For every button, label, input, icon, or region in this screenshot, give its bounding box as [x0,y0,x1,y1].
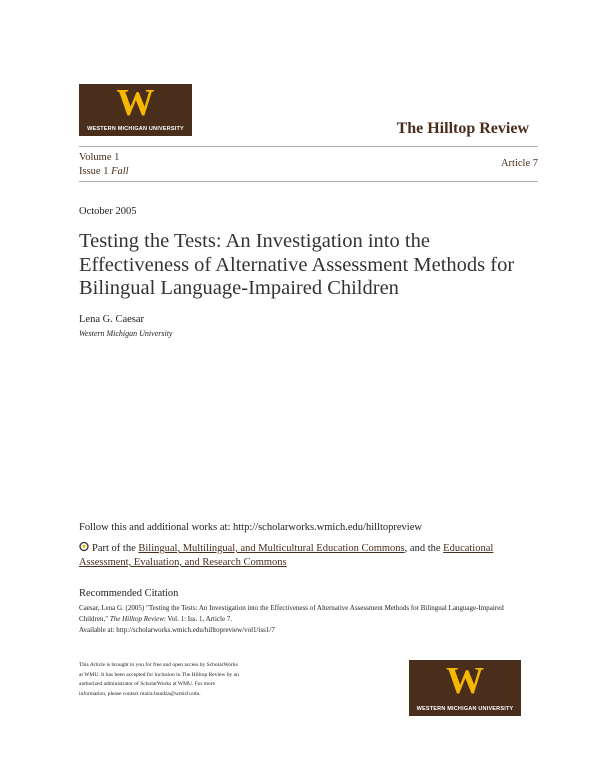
issue-season: Fall [111,166,129,177]
wmu-w-mark-footer: W [446,660,484,702]
bilingual-commons-link[interactable]: Bilingual, Multilingual, and Multicultural Education Commons [138,543,405,554]
volume-divider [79,181,538,182]
article-number: Article 7 [500,158,538,169]
part-of-commons [79,541,539,570]
volume-issue [79,151,129,179]
citation-text [79,603,519,636]
recommended-citation-heading: Recommended Citation [79,588,179,599]
issue-number: Issue 1 [79,166,109,177]
wmu-w-mark: W [116,82,155,124]
citation-volume-info: : Vol. 1: Iss. 1, Article 7. [163,615,233,623]
part-of-middle: , and the [404,543,441,554]
author-affiliation: Western Michigan University [79,329,173,338]
network-icon [79,541,89,552]
author-name: Lena G. Caesar [79,314,145,325]
wmu-logo-text: WESTERN MICHIGAN UNIVERSITY [87,126,184,132]
header-divider [79,146,538,147]
follow-works-link[interactable]: Follow this and additional works at: http://scholarworks.wmich.edu/hilltopreview [79,522,422,533]
citation-line1: Caesar, Lena G. (2005) "Testing the Tests: An Investigation into the Effectiveness of Alternative Assessment Methods for Bilingual Language-Impaired Children," [79,604,504,623]
journal-name[interactable]: The Hilltop Review [396,120,529,137]
part-of-prefix: Part of the [92,543,136,554]
article-title: Testing the Tests: An Investigation into the Effectiveness of Alternative Assessment Methods for Bilingual Language-Impaired Children [79,230,515,299]
wmu-logo-text-footer: WESTERN MICHIGAN UNIVERSITY [416,706,514,712]
wmu-logo-footer[interactable] [409,660,521,716]
publication-date: October 2005 [79,206,137,217]
citation-available-at[interactable]: Available at: http://scholarworks.wmich.edu/hilltopreview/vol1/iss1/7 [79,626,275,634]
issue-line[interactable] [79,165,129,179]
educational-assessment-commons-link[interactable]: Educational Assessment, Evaluation, and Research Commons [79,543,494,568]
access-footnote: This Article is brought to you for free and open access by ScholarWorks at WMU. It has been accepted for inclusion in The Hilltop Review by an authorized administrator of ScholarWorks at WMU. For more information, please contact maira.bundza@wmich.edu. [79,662,239,697]
volume-link[interactable]: Volume 1 [79,152,120,163]
wmu-logo-header[interactable] [79,84,192,136]
citation-journal: The Hilltop Review [109,615,164,623]
